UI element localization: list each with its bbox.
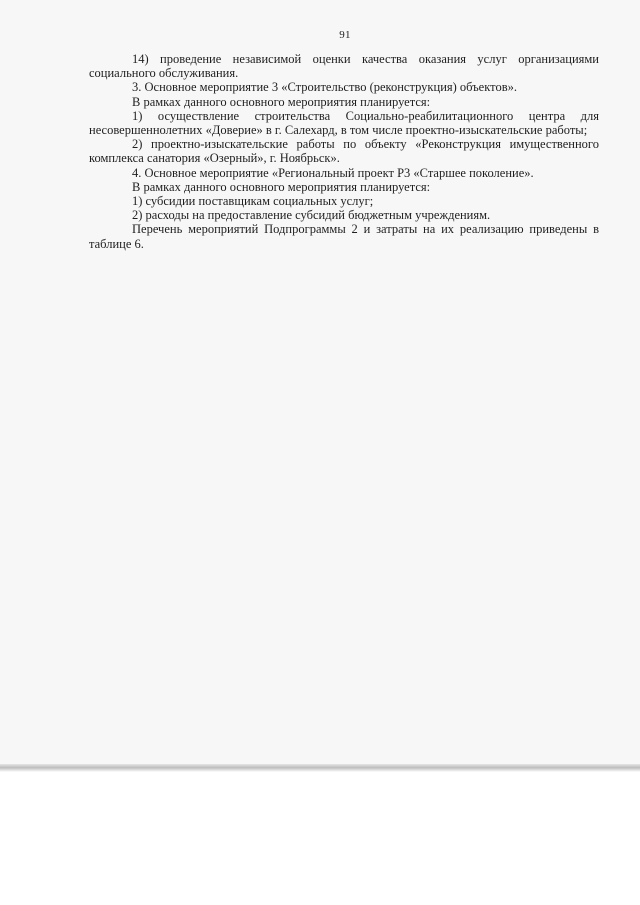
paragraph-subsidy-item-1: 1) субсидии поставщикам социальных услуг; — [132, 194, 374, 209]
paragraph-main-activity-4: 4. Основное мероприятие «Региональный проект P3 «Старшее поколение». — [132, 165, 534, 180]
paragraph-planned-item-2: 2) проектно-изыскательские работы по объекту «Реконструкция имущественного комплекса санатория «Озерный», г. Ноябрьск». — [89, 137, 599, 166]
paragraph-planned-intro: В рамках данного основного мероприятия планируется: — [132, 94, 431, 109]
paragraph-planned-item-1: 1) осуществление строительства Социально-реабилитационного центра для несовершеннолетних «Доверие» в г. Салехард, в том числе проектно-изыскательские работы; — [89, 108, 599, 138]
paragraph-main-activity-3: 3. Основное мероприятие 3 «Строительство (реконструкция) объектов». — [132, 80, 517, 95]
paragraph-item-14: 14) проведение независимой оценки качества оказания услуг организациями социального обслуживания. — [89, 52, 599, 81]
paragraph-subsidy-item-2: 2) расходы на предоставление субсидий бюджетным учреждениям. — [132, 208, 491, 223]
page-number: 91 — [339, 29, 351, 41]
scan-bottom-edge — [0, 764, 640, 772]
paragraph-planned-intro-2: В рамках данного основного мероприятия планируется: — [132, 179, 431, 194]
paragraph-table-reference: Перечень мероприятий Подпрограммы 2 и затраты на их реализацию приведены в таблице 6. — [89, 222, 599, 251]
document-body — [89, 52, 599, 251]
